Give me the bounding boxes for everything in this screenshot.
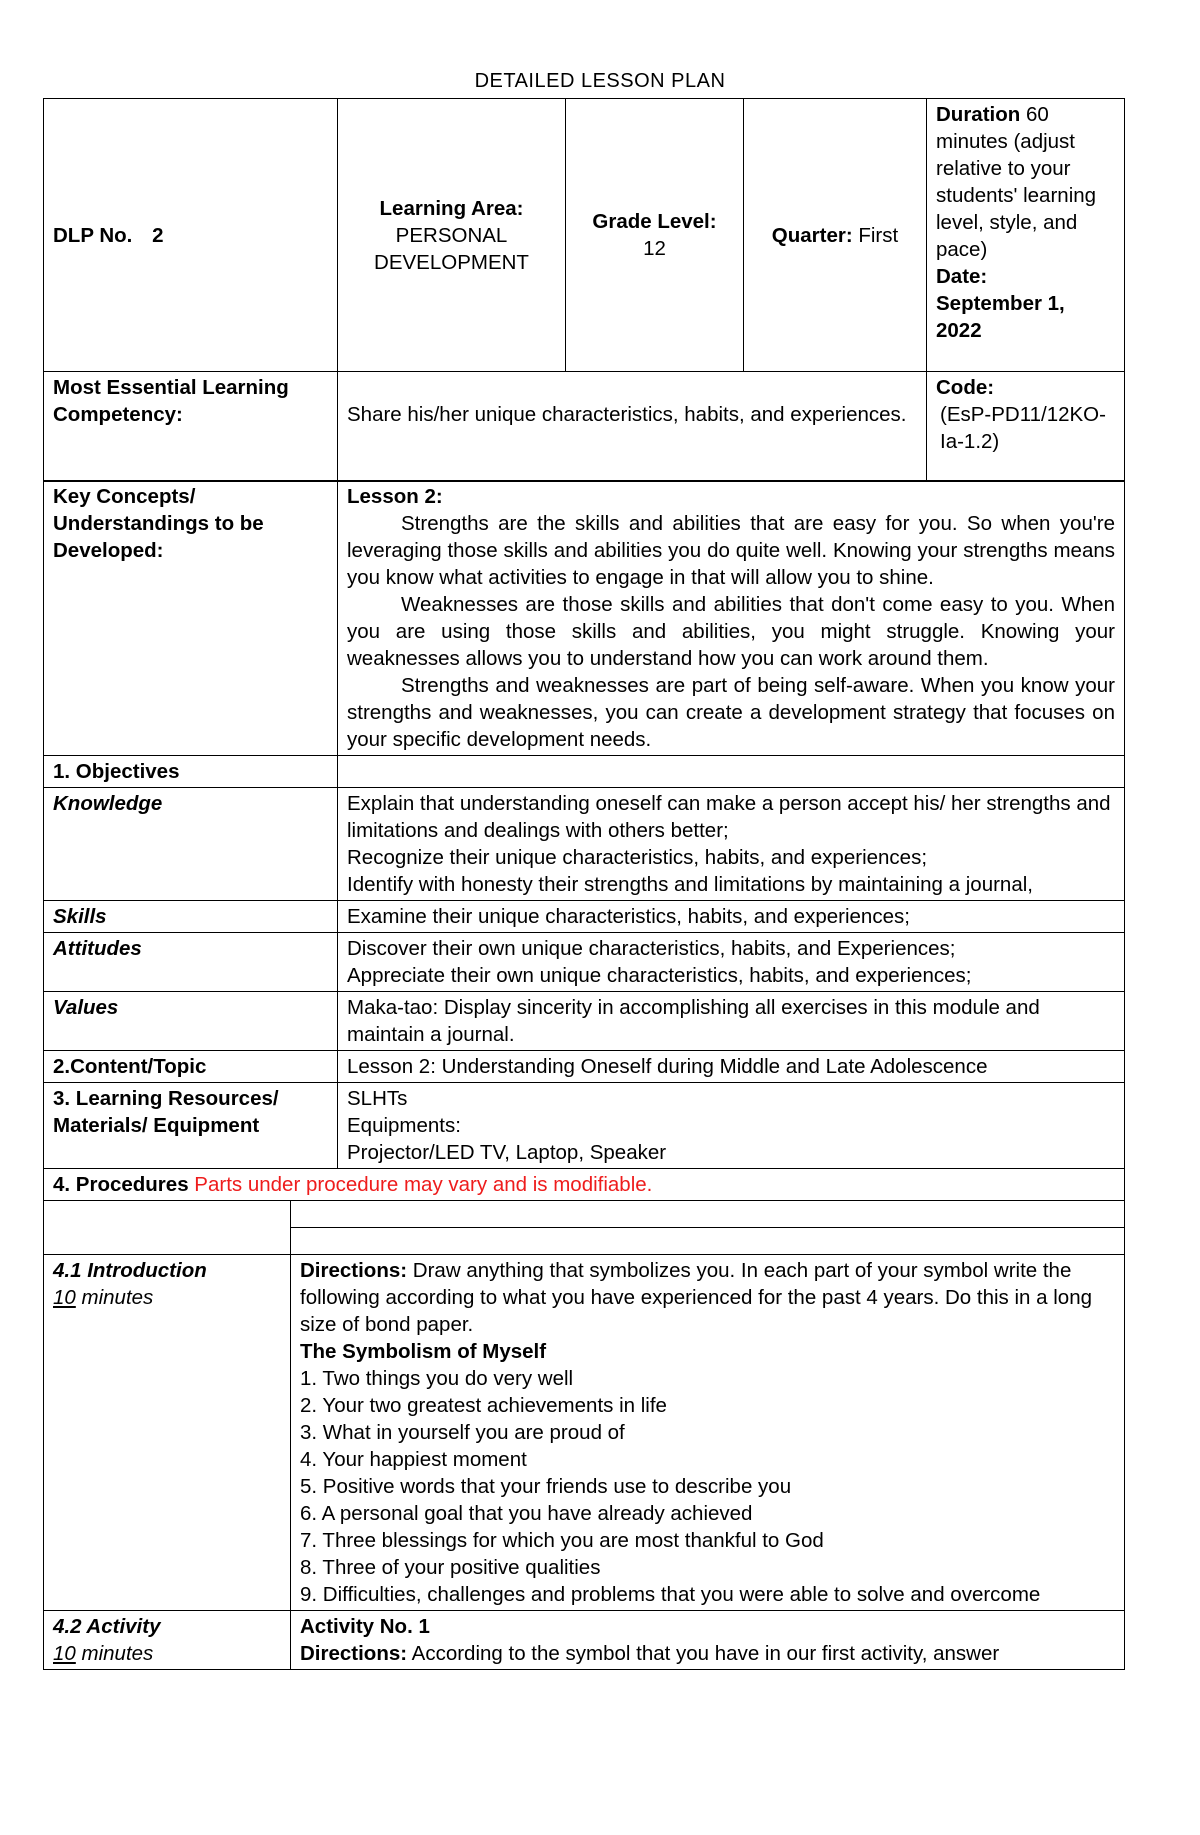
objectives-label: 1. Objectives [44, 756, 338, 788]
header-table [43, 98, 1125, 372]
resource-line: Equipments: [347, 1114, 461, 1137]
activity-minutes-number: 10 [53, 1641, 76, 1665]
key-concepts-label: Key Concepts/ Understandings to be Developed: [44, 481, 338, 756]
competency-table [43, 371, 1125, 482]
procedures-label: 4. Procedures [53, 1173, 189, 1196]
concept-paragraph: Weaknesses are those skills and abilities that don't come easy to you. When you are using those skills and abilities, you might struggle. Knowing your weaknesses allows you to understand how you can work around them. [347, 593, 1115, 670]
symbolism-title: The Symbolism of Myself [300, 1339, 547, 1363]
knowledge-line: Recognize their unique characteristics, habits, and experiences; [347, 846, 928, 869]
dlp-value: 2 [152, 223, 164, 247]
activity-duration [53, 1640, 281, 1667]
grade-level-label: Grade Level: [592, 210, 717, 233]
melc-label: Most Essential Learning Competency: [44, 371, 338, 481]
activity-directions [300, 1640, 1115, 1667]
procedures-blank-cell [44, 1200, 291, 1254]
resource-line: Projector/LED TV, Laptop, Speaker [347, 1141, 667, 1164]
activity-content [291, 1610, 1125, 1669]
grade-level-cell [566, 99, 744, 372]
code-cell [927, 371, 1125, 481]
knowledge-line: Explain that understanding oneself can make a person accept his/ her strengths and limitations and dealings with others better; [347, 792, 1111, 842]
dlp-cell [44, 99, 338, 372]
attitudes-line: Appreciate their own unique characteristics, habits, and experiences; [347, 964, 972, 987]
code-value: (EsP-PD11/12KO-Ia-1.2) [940, 402, 1106, 453]
duration-label: Duration [936, 103, 1021, 126]
skills-label: Skills [44, 901, 338, 933]
resource-line: SLHTs [347, 1087, 408, 1110]
duration-value: 60 minutes (adjust relative to your students' learning level, style, and pace) [936, 103, 1097, 261]
quarter-label: Quarter: [771, 223, 853, 247]
introduction-label: 4.1 Introduction [53, 1258, 207, 1282]
date-value: September 1, 2022 [936, 292, 1065, 342]
activity-cell [44, 1610, 291, 1669]
symbolism-item: 5. Positive words that your friends use to describe you [300, 1474, 792, 1498]
lesson-heading: Lesson 2: [347, 485, 443, 508]
symbolism-item: 1. Two things you do very well [300, 1366, 574, 1390]
introduction-minutes-text: minutes [81, 1285, 154, 1309]
attitudes-line: Discover their own unique characteristics, habits, and Experiences; [347, 937, 956, 960]
key-concepts-cell [338, 481, 1125, 756]
grade-level-value: 12 [643, 237, 666, 260]
introduction-minutes-number: 10 [53, 1285, 76, 1309]
concept-paragraph: Strengths are the skills and abilities that are easy for you. So when you're leveraging those skills and abilities you do quite well. Knowing your strengths means you know what activities to engage in that will allow you to shine. [347, 512, 1115, 589]
code-label: Code: [936, 375, 995, 399]
learning-area-value: PERSONAL DEVELOPMENT [374, 223, 529, 274]
knowledge-line: Identify with honesty their strengths and limitations by maintaining a journal, [347, 873, 1033, 896]
procedures-note: Parts under procedure may vary and is modifiable. [194, 1173, 653, 1196]
resources-label: 3. Learning Resources/ Materials/ Equipment [44, 1083, 338, 1169]
symbolism-item: 4. Your happiest moment [300, 1447, 527, 1471]
quarter-value: First [858, 223, 899, 247]
details-table [43, 480, 1125, 1201]
quarter-cell [744, 99, 927, 372]
knowledge-label: Knowledge [44, 788, 338, 901]
activity-title: Activity No. 1 [300, 1614, 430, 1638]
symbolism-item: 7. Three blessings for which you are most thankful to God [300, 1528, 824, 1552]
activity-directions-label: Directions: [300, 1641, 408, 1665]
concept-paragraph: Strengths and weaknesses are part of being self-aware. When you know your strengths and weaknesses, you can create a development strategy that focuses on your specific development needs. [347, 674, 1115, 751]
objectives-empty-cell [338, 756, 1125, 788]
knowledge-cell [338, 788, 1125, 901]
symbolism-item: 8. Three of your positive qualities [300, 1555, 601, 1579]
symbolism-item: 9. Difficulties, challenges and problems that you were able to solve and overcome [300, 1582, 1041, 1606]
melc-value: Share his/her unique characteristics, habits, and experiences. [338, 371, 927, 481]
learning-area-label: Learning Area: [379, 196, 524, 220]
directions-text: Draw anything that symbolizes you. In each part of your symbol write the following according to what you have experienced for the past 4 years. Do this in a long size of bond paper. [300, 1258, 1092, 1336]
introduction-content [291, 1254, 1125, 1610]
attitudes-cell [338, 933, 1125, 992]
procedures-heading [44, 1169, 1125, 1201]
learning-area-cell [338, 99, 566, 372]
lesson-plan-sheet [43, 98, 1124, 1670]
skills-value: Examine their unique characteristics, habits, and experiences; [338, 901, 1125, 933]
content-label: 2.Content/Topic [44, 1051, 338, 1083]
symbolism-item: 2. Your two greatest achievements in life [300, 1393, 667, 1417]
resources-cell [338, 1083, 1125, 1169]
activity-directions-text: According to the symbol that you have in our first activity, answer [411, 1641, 1000, 1665]
content-value: Lesson 2: Understanding Oneself during Middle and Late Adolescence [338, 1051, 1125, 1083]
values-value: Maka-tao: Display sincerity in accomplishing all exercises in this module and maintain a journal. [338, 992, 1125, 1051]
values-label: Values [44, 992, 338, 1051]
attitudes-label: Attitudes [44, 933, 338, 992]
symbolism-item: 3. What in yourself you are proud of [300, 1420, 625, 1444]
duration-cell [927, 99, 1125, 372]
activity-label: 4.2 Activity [53, 1614, 161, 1638]
procedures-blank-row [291, 1227, 1125, 1254]
introduction-duration [53, 1284, 281, 1311]
introduction-directions [300, 1257, 1115, 1338]
document-title: DETAILED LESSON PLAN [474, 70, 726, 92]
procedures-blank-row [291, 1200, 1125, 1227]
dlp-label: DLP No. [53, 223, 133, 247]
activity-minutes-text: minutes [81, 1641, 154, 1665]
date-label: Date: [936, 265, 988, 288]
directions-label: Directions: [300, 1258, 408, 1282]
introduction-cell [44, 1254, 291, 1610]
procedures-table [43, 1200, 1125, 1670]
symbolism-item: 6. A personal goal that you have already achieved [300, 1501, 753, 1525]
